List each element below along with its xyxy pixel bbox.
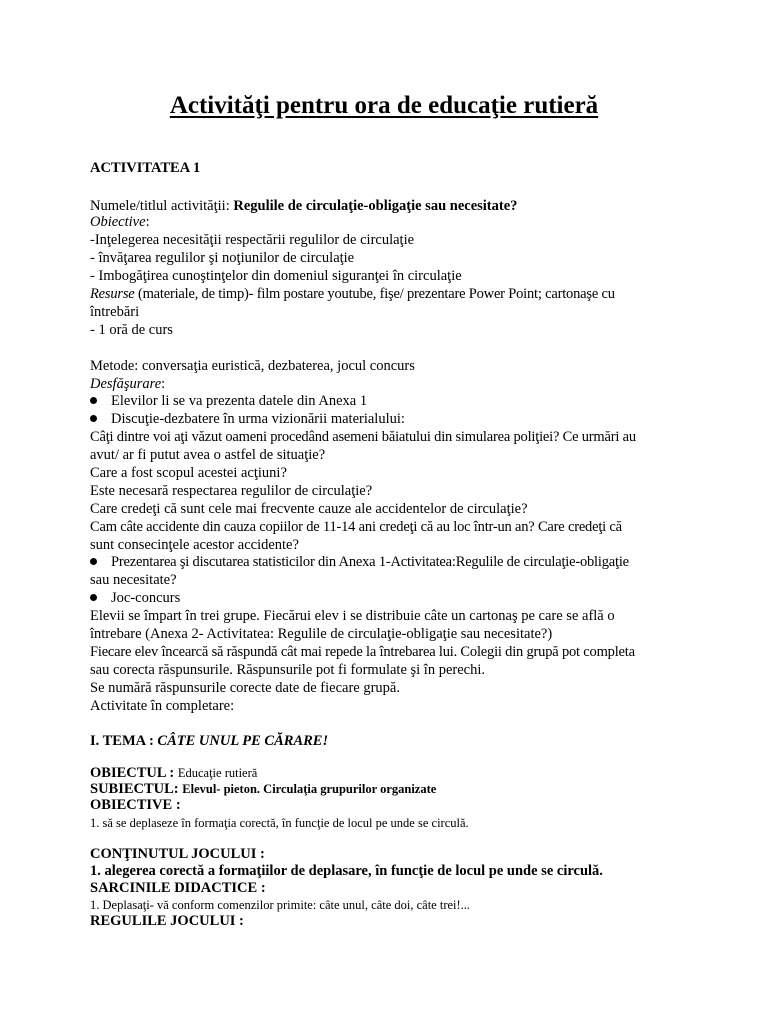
bullet-icon [90,558,97,565]
resources-text-cont: întrebări [90,304,140,320]
bullet-icon [90,415,97,422]
content-item: 1. alegerea corectă a formaţiilor de deplasare, în funcţie de locul pe unde se circulă. [90,863,603,879]
question-line: Câţi dintre voi aţi văzut oameni procedând asemeni băiatului din simularea poliţiei? Ce urmări au [90,429,636,445]
task-item: 1. Deplasaţi- vă conform comenzilor primite: câte unul, câte doi, câte trei!... [90,898,471,912]
theme-line [90,732,328,750]
question-line: avut/ ar fi putut avea o astfel de situaţie? [90,447,326,463]
resources-text: (materiale, de timp)- film postare youtube, fişe/ prezentare Power Point; cartonaşe cu [134,286,615,302]
objective-item: 1. să se deplaseze în formaţia corectă, în funcţie de locul pe unde se circulă. [90,816,469,830]
theme-value: CÂTE UNUL PE CĂRARE! [157,733,329,749]
bullet-item [90,410,405,428]
page-title: Activităţi pentru ora de educaţie rutieră [169,92,599,119]
methods-line: Metode: conversaţia euristică, dezbaterea, jocul concurs [90,358,415,374]
question-line: Care credeţi că sunt cele mai frecvente cauze ale accidentelor de circulaţie? [90,501,528,517]
resources-time: - 1 oră de curs [90,322,173,338]
question-line: Cam câte accidente din cauza copiilor de 11-14 ani credeţi că au loc într-un an? Care credeţi că [90,519,622,535]
game-line: întrebare (Anexa 2- Activitatea: Regulile de circulaţie-obligaţie sau necesitate?) [90,626,553,642]
bullet-text-cont: sau necesitate? [90,572,177,588]
progress-label: Desfăşurare [90,376,162,392]
objective-item: -Inţelegerea necesităţii respectării regulilor de circulaţie [90,232,415,248]
progress-label-line [90,375,165,393]
bullet-item [90,392,367,410]
bullet-item [90,589,180,607]
bullet-icon [90,397,97,404]
objectives-label: Obiective [90,214,146,230]
objective-item: - Imbogăţirea cunoştinţelor din domeniul siguranţei în circulaţie [90,268,462,284]
objectives-colon: : [145,214,150,230]
bullet-text: Joc-concurs [111,590,181,606]
theme-label: I. TEMA : [90,733,158,749]
game-line: sau corecta răspunsurile. Răspunsurile pot fi formulate şi în perechi. [90,662,486,678]
activity-name-value: Regulile de circulaţie-obligaţie sau necesitate? [233,198,518,214]
question-line: Este necesară respectarea regulilor de circulaţie? [90,483,373,499]
bullet-icon [90,594,97,601]
resources-label: Resurse [90,286,135,302]
objectives-heading: OBIECTIVE : [90,797,181,813]
question-line: Care a fost scopul acestei acţiuni? [90,465,287,481]
tasks-heading: SARCINILE DIDACTICE : [90,880,266,896]
rules-heading: REGULILE JOCULUI : [90,913,244,929]
subject-value: Elevul- pieton. Circulaţia grupurilor organizate [182,782,437,796]
progress-colon: : [161,376,166,392]
objective-item: - învăţarea regulilor şi noţiunilor de circulaţie [90,250,355,266]
objectives-label-line [90,213,150,231]
game-line: Se numără răspunsurile corecte date de fiecare grupă. [90,680,400,696]
objective-value: Educaţie rutieră [177,766,258,780]
game-line: Elevii se împart în trei grupe. Fiecărui elev i se distribuie câte un cartonaş pe care se află o [90,608,615,624]
bullet-text: Elevilor li se va prezenta datele din Anexa 1 [111,393,368,409]
subject-label: SUBIECTUL: [90,781,183,797]
activity-heading: ACTIVITATEA 1 [90,160,201,176]
resources-line [90,285,615,303]
objective-label: OBIECTUL : [90,765,178,781]
bullet-text: Discuţie-dezbatere în urma vizionării materialului: [111,411,405,427]
bullet-item [90,553,629,571]
question-line: sunt consecinţele acestor accidente? [90,537,299,553]
content-heading: CONŢINUTUL JOCULUI : [90,846,265,862]
game-line: Fiecare elev încearcă să răspundă cât mai repede la întrebarea lui. Colegii din grupă pot completa [90,644,635,660]
bullet-text: Prezentarea şi discutarea statisticilor din Anexa 1-Activitatea:Regulile de circulaţie-obligaţie [111,554,629,570]
game-line: Activitate în completare: [90,698,235,714]
activity-name-label: Numele/titlul activităţii: [90,198,234,214]
activity-name-line [90,197,517,215]
